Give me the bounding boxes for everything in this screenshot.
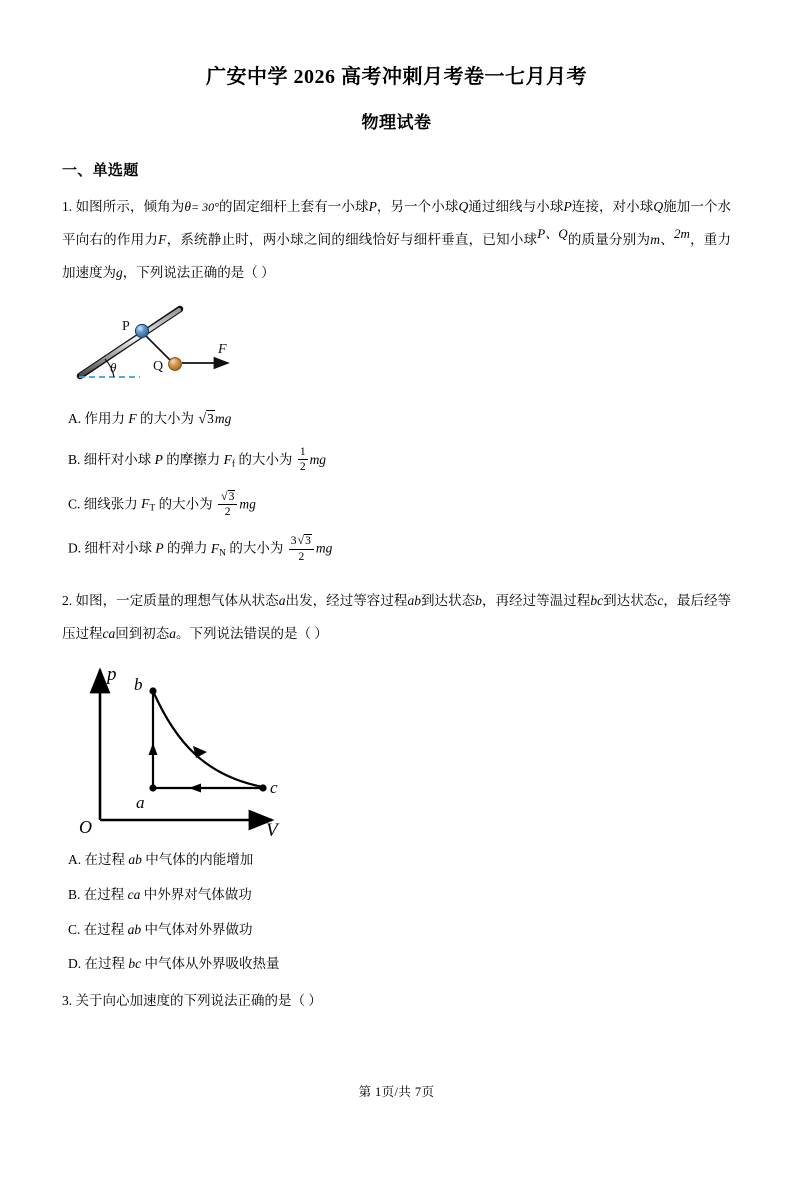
- q1-opt-c-sub2: T: [149, 503, 156, 514]
- point-a-dot: [149, 785, 156, 792]
- exam-page: [0, 62, 793, 1184]
- point-b-dot: [149, 688, 156, 695]
- q1-opt-c-key: C.: [68, 496, 81, 512]
- q1-opt-b-den: 2: [299, 461, 306, 474]
- q1-text-k: ，重力加速度为: [62, 232, 732, 281]
- q2-opt-d-pre: 在过程: [84, 956, 125, 972]
- q1-opt-b-mid2: 的摩擦力: [166, 451, 221, 467]
- q2-state-a2: a: [169, 626, 176, 642]
- q1-ball-q2: Q: [653, 199, 664, 214]
- q1-text-d: 通过细线与小球: [468, 199, 564, 214]
- q1-opt-b-pre: 细杆对小球: [83, 451, 152, 467]
- q1-force-f: F: [158, 232, 167, 248]
- question-1-option-c: [68, 488, 731, 520]
- q1-text-j: 、: [659, 232, 674, 248]
- q2-opt-a-pre: 在过程: [84, 852, 125, 868]
- q1-theta: θ: [184, 199, 191, 214]
- ball-Q: [169, 358, 182, 371]
- q1-text-c: ，另一个小球: [376, 199, 459, 214]
- section-heading-single-choice: 一、单选题: [62, 163, 139, 179]
- q2-text-e: 到达状态: [603, 593, 658, 609]
- page-subtitle: 物理试卷: [361, 113, 432, 132]
- q2-text-a: 如图，一定质量的理想气体从状态: [75, 593, 279, 609]
- q1-opt-d-fraction: [289, 534, 314, 563]
- q2-text-f: ，: [663, 593, 677, 609]
- point-b-label: b: [134, 675, 143, 695]
- q1-opt-d-mid3: 的大小为: [229, 540, 284, 556]
- q1-opt-d-den: 2: [298, 550, 305, 563]
- origin-label: O: [79, 817, 92, 837]
- q1-opt-d-pre: 细杆对小球: [84, 540, 152, 556]
- q2-opt-b-sym: ca: [127, 887, 141, 903]
- q1-opt-b-sym: P: [154, 451, 163, 467]
- q1-opt-a-tail: mg: [214, 411, 232, 427]
- force-label-F: F: [218, 342, 227, 358]
- q2-process-bc: bc: [590, 593, 604, 609]
- q2-opt-a-key: A.: [68, 852, 82, 868]
- question-1-option-a: [68, 408, 731, 431]
- q1-opt-a-sqrt3: √3: [198, 411, 214, 428]
- q2-opt-c-sym: ab: [127, 921, 142, 937]
- label-P: P: [122, 319, 130, 335]
- q2-process-ab: ab: [407, 593, 421, 609]
- q1-gravity-g: g: [116, 265, 123, 281]
- q2-opt-b-pre: 在过程: [83, 887, 125, 903]
- question-2-option-b: [68, 884, 731, 906]
- q1-opt-a-sym: F: [128, 411, 137, 427]
- q2-opt-d-post: 中气体从外界吸收热量: [144, 956, 280, 972]
- q1-opt-c-fraction: [218, 490, 237, 519]
- theta-label: θ: [110, 360, 117, 376]
- q2-text-b: 出发，经过等容过程: [285, 593, 408, 609]
- question-1-option-d: [68, 535, 731, 564]
- question-2-figure: [76, 658, 731, 841]
- q2-text-g: 最后经等压过程: [62, 593, 732, 642]
- q1-opt-d-sym: P: [155, 540, 164, 556]
- q1-opt-d-sqrt3: √3: [297, 533, 311, 548]
- question-1-number: 1.: [62, 199, 73, 214]
- q1-opt-c-tail: mg: [239, 496, 256, 512]
- q1-text-l: ，下列说法正确的是（ ）: [122, 265, 275, 281]
- q2-opt-d-key: D.: [68, 956, 82, 972]
- q1-opt-c-den: 2: [224, 506, 231, 519]
- q2-text-i: 。下列说法错误的是（ ）: [176, 626, 328, 642]
- q2-text-d: ，再经过等温过程: [481, 593, 591, 609]
- point-c-dot: [259, 785, 266, 792]
- question-1-stem: [62, 190, 731, 289]
- q1-opt-c-sqrt3: √3: [220, 488, 235, 503]
- q1-opt-c-pre: 细线张力: [83, 496, 138, 512]
- q1-text-e: 连接，对小球: [571, 199, 654, 214]
- question-3-number: 3.: [62, 992, 73, 1008]
- p-axis-label: p: [107, 664, 117, 686]
- q1-ball-p: P: [368, 199, 377, 214]
- label-Q: Q: [153, 359, 164, 375]
- q2-state-c: c: [657, 593, 664, 609]
- q1-opt-b-sub2: f: [231, 459, 236, 470]
- q2-opt-c-post: 中气体对外界做功: [144, 921, 253, 937]
- q1-opt-d-sub2: N: [219, 548, 226, 559]
- q1-text-a: 如图所示，倾角为: [75, 199, 185, 214]
- q1-opt-d-sym2: F: [210, 540, 220, 556]
- q1-opt-b-mid3: 的大小为: [238, 451, 293, 467]
- q2-text-h: 回到初态: [115, 626, 170, 642]
- question-2-number: 2.: [62, 593, 73, 609]
- q1-mass-m: m: [650, 232, 660, 248]
- q1-mass-2m: 2m: [673, 226, 690, 242]
- q1-text-g: ，系统静止时，两小球之间的细线恰好与细杆垂直，已知小球: [166, 232, 538, 248]
- question-1-figure: [70, 295, 731, 395]
- q2-text-c: 到达状态: [420, 593, 476, 609]
- q1-opt-b-force-symbol: [223, 451, 236, 470]
- ball-P: [135, 325, 148, 338]
- q2-state-b: b: [475, 593, 482, 609]
- q2-process-ca: ca: [102, 626, 116, 642]
- q1-opt-c-sym2: F: [141, 496, 150, 512]
- q1-ball-q: Q: [458, 199, 469, 214]
- q2-opt-b-post: 中外界对气体做功: [143, 887, 252, 903]
- question-2-stem: [62, 584, 731, 650]
- q1-opt-b-sym2: F: [223, 451, 232, 467]
- question-2-option-d: [68, 953, 731, 975]
- q2-state-a: a: [278, 593, 286, 609]
- q1-opt-a-mid: 的大小为: [140, 411, 194, 427]
- question-3-stem: [62, 990, 731, 1012]
- q2-opt-c-pre: 在过程: [83, 921, 125, 937]
- q2-opt-b-key: B.: [68, 887, 81, 903]
- q1-text-f: 施加一个水平向右的作用力: [62, 199, 732, 248]
- q1-opt-d-mid2: 的弹力: [167, 540, 208, 556]
- q1-text-i: 分别为: [609, 232, 651, 248]
- page-title: 广安中学 2026 高考冲刺月考卷一七月月考: [206, 66, 587, 88]
- q1-opt-d-tail: mg: [315, 540, 333, 556]
- q2-opt-c-key: C.: [68, 921, 81, 937]
- question-2-option-c: [68, 919, 731, 941]
- q1-opt-a-key: A.: [68, 411, 82, 427]
- process-bc-arrow: [193, 746, 207, 758]
- point-c-label: c: [270, 778, 278, 798]
- q1-balls-pq: P、Q: [537, 226, 568, 242]
- q1-ball-p2: P: [563, 199, 572, 214]
- q1-opt-a-pre: 作用力: [84, 411, 125, 427]
- q2-opt-a-sym: ab: [128, 852, 142, 868]
- q1-opt-b-tail: mg: [309, 451, 327, 467]
- q3-text: 关于向心加速度的下列说法正确的是（ ）: [75, 992, 322, 1008]
- point-a-label: a: [136, 793, 145, 813]
- q1-opt-b-key: B.: [68, 451, 81, 467]
- process-ab-arrow: [149, 743, 158, 755]
- inclined-rod-diagram: [70, 295, 310, 390]
- q1-opt-d-force-symbol: [210, 540, 226, 559]
- q1-opt-c-force-symbol: [141, 496, 156, 514]
- q1-theta-eq: = 30°: [190, 200, 219, 214]
- q1-opt-b-num: 1: [298, 446, 308, 460]
- question-1-option-b: [68, 447, 731, 475]
- q1-opt-c-mid3: 的大小为: [158, 496, 213, 512]
- process-bc-curve: [153, 691, 263, 787]
- page-footer: 第 1页/共 7页: [358, 1085, 435, 1099]
- rod-shape: [80, 309, 180, 376]
- pv-diagram: [76, 658, 306, 836]
- q1-opt-c-num: [218, 490, 237, 505]
- question-2-option-a: [68, 849, 731, 871]
- q1-opt-b-fraction: [298, 446, 308, 474]
- q1-text-h: 的质量: [567, 232, 610, 248]
- q2-opt-a-post: 中气体的内能增加: [145, 852, 254, 868]
- q2-opt-d-sym: bc: [128, 956, 142, 972]
- q1-opt-d-num: 3√3: [289, 534, 314, 549]
- process-ca-arrow: [189, 784, 201, 793]
- v-axis-label: V: [266, 820, 278, 837]
- q1-text-b: 的固定细杆上套有一小球: [218, 199, 369, 214]
- q1-opt-d-key: D.: [68, 540, 82, 556]
